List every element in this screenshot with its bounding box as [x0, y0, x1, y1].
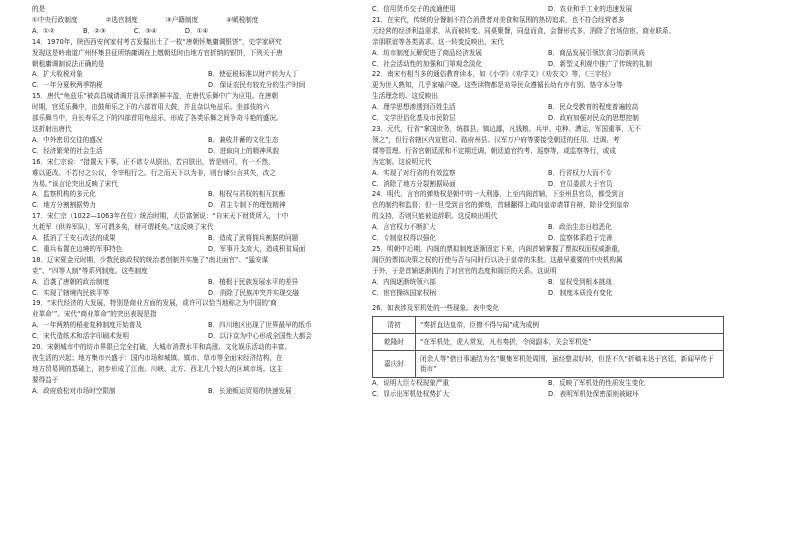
answer-options — [32, 277, 384, 288]
question-text-line: 16．宋仁宗说：“措置天下事，正不欲专从朕出，若自朕出，皆是则可，有一不然， — [32, 157, 275, 166]
answer-option: C．文学世俗化基及市民阶层 — [372, 114, 456, 123]
answer-option: D．保证农民有较充分的生产时间 — [208, 81, 306, 90]
answer-options — [372, 113, 724, 124]
answer-options — [32, 200, 384, 211]
answer-options — [32, 233, 384, 244]
answer-option: B．相权与君权的相互抗衡 — [208, 190, 286, 199]
question-text-line: 26．如表涉及军机处的一些现象。表中变化 — [372, 304, 500, 313]
question-text-line: 课等管理。行省官朝廷派和不定期迁调，朝廷道官约考、巡察等，或监察等行，或成 — [372, 146, 616, 155]
answer-option: A．说明大臣专权现象严重 — [372, 379, 450, 388]
answer-option: A．内阁逐渐统领六部 — [372, 277, 436, 286]
answer-options — [372, 179, 724, 190]
answer-option: C．③④ — [133, 26, 157, 35]
question-text-line: 的支持，否则只能被迫辞职。这反映出明代 — [372, 212, 498, 221]
answer-option: A．实现了对行省的有效监察 — [372, 168, 456, 177]
answer-options — [372, 48, 724, 59]
table-content-cell: “在军机处，虎人常发，凡有奏折，令阅副本，关会军机处” — [416, 334, 724, 351]
answer-options — [372, 389, 724, 400]
table-content-cell: 闭余人等“借目事通结为名”聚集军机处周围，虽经整肃好转，但是不久“折稿未达于宫廷，新闻早传于街市” — [416, 351, 724, 378]
table-row — [373, 334, 724, 351]
answer-option: ②选官制度 — [105, 15, 138, 24]
table-row — [373, 317, 724, 334]
answer-options — [372, 222, 724, 233]
table-period-cell: 清初 — [373, 317, 416, 334]
question-text-line: 23．元代，行省“掌国庶务，统郡县，镇边鄙，凡钱粮、兵甲、屯种、漕运，军国重事，无不 — [372, 124, 641, 133]
question-text-line: 25．明朝中后期，内阁的票拟制度逐渐固定下来，内阁首辅掌握了票拟权而权威渐重， — [372, 244, 625, 253]
answer-options — [32, 189, 384, 200]
answer-options — [32, 288, 384, 299]
question-text-line: 阁臣的票拟决策之权的行使与否与同时行以决于皇帝的朱批。这最早重要的中央机构属 — [372, 255, 623, 264]
question-text-line: 业革命’”。宋代“商业革命”的突出表现是指 — [32, 310, 157, 319]
answer-option: B．四川地区出现了世界最早的纸币 — [208, 321, 312, 330]
answer-options — [372, 4, 724, 15]
question-text-line: 夜生活的兴起；地方集市兴盛于：国内市场和城镇、镇市、草市等全面宋经济结构，在 — [32, 354, 283, 362]
question-text-line: 20．宋朝城市中的坊市界限已完全打破，大城市消费水平和高涨、文化娱乐活动的丰富、 — [32, 343, 291, 352]
table-period-cell: 嘉庆时 — [373, 351, 416, 378]
answer-option: B．②③ — [82, 26, 106, 35]
question-text-line: 19．“宋代经济的大发展，特别是商业方面的发展，或许可以恰当地称之为中国的‘商 — [32, 299, 277, 308]
table-period-cell: 乾隆时 — [373, 334, 416, 351]
question-text-line: 朝租庸调制说法正确的是 — [32, 59, 105, 68]
answer-option: C．地方分割割据势力 — [32, 201, 96, 210]
answer-option: D．进取向上的精神风貌 — [208, 146, 280, 155]
answer-option: A．中外密切交往的盛况 — [32, 135, 103, 144]
question-text-line: 元经营的经济利益需求，从而被转变。同桌聚餐，同盘而食，会餐形式多，消除了官场信宦、商业联系、 — [372, 26, 676, 35]
right-column — [372, 4, 724, 400]
question-text-line: 15．唐代“龟兹乐”被高昌城请调并且乐律新鲜丰盈，在唐代乐舞中广为应用。在唐朝 — [32, 92, 279, 101]
question-text-line: 22．南宋有相当多的通俗教育读本，如《小学》《劝学文》《劝农文》等，《三字经》 — [372, 70, 615, 79]
answer-options — [32, 135, 384, 146]
answer-option: D．君主专制下的理性精神 — [208, 201, 286, 210]
answer-option: D．①④ — [184, 26, 209, 35]
question-text-line: 17．宋仁宗（1022—1063年在位）统治时期，大臣富弼说：“自宋天下财货所入，十中 — [32, 212, 289, 221]
answer-options — [372, 102, 724, 113]
answer-option: ④赋税制度 — [226, 15, 259, 24]
answer-option: C．信用货币交子的流通使用 — [372, 5, 456, 13]
answer-option: D．监察体系趋于完善 — [548, 234, 613, 243]
answer-option: ③户籍制度 — [165, 15, 199, 24]
answer-option: C．宋代造纸术和活字印刷术发明 — [32, 332, 129, 341]
answer-option: B．行省权力大而不专 — [548, 168, 612, 177]
answer-option: C．经济繁荣的社会生活 — [32, 146, 103, 155]
answer-option: ①中央行政制度 — [32, 15, 78, 24]
answer-option: D．消除了民族冲突并实现交融 — [208, 288, 299, 297]
question-text-line: 部乐舞当中，自长寿乐之下的四部首用龟兹乐，形成了各类乐舞之间争奇斗艳的盛况。 — [32, 114, 283, 123]
answer-option: A．一年两熟的稻麦复种制度开始普及 — [32, 321, 143, 330]
question-text-line: 的是 — [32, 5, 46, 13]
question-text-line: 亲朋联谊等各类需求。这一转变反映出，宋代 — [372, 37, 504, 46]
answer-option: D．制度本质没有变化 — [548, 288, 613, 297]
answer-options — [372, 288, 724, 299]
question-text-line: 于外，于是首辅逐渐拥有了对宫官的态度和阁臣的关系。这说明 — [372, 266, 557, 275]
military-office-table — [372, 316, 724, 378]
answer-option: A．政府放松对市场时空限制 — [32, 386, 116, 395]
answer-options — [372, 277, 724, 288]
question-text-line: 发现这是岭南道广州怀集县征所纳庸调在上缴朝廷时由地方官折纳的银饼，下列关于唐 — [32, 48, 283, 57]
answer-option: B．反映了军机处的性质发生变化 — [548, 379, 645, 388]
left-column — [32, 4, 384, 397]
question-text-line: 24．明代，言官的弹劾权是朝中的一大利器，上至内阁首辅，下至州县官员，都受到言 — [372, 190, 625, 199]
question-text-line: 生活理念的。这反映出 — [372, 92, 438, 101]
answer-option: B．兼收并蓄的文化生态 — [208, 135, 279, 144]
answer-option: D．政府加强对民众的思想控制 — [548, 114, 639, 123]
answer-options — [372, 233, 724, 244]
answer-options — [32, 80, 384, 91]
question-text-line: 为易。”该言论突出反映了宋代 — [32, 179, 118, 188]
answer-option: D．以汴京为中心形成全国性大都会 — [208, 332, 312, 341]
answer-options — [32, 320, 384, 331]
question-text-line: 难以更改。不若付之公议，令宰相行之。行之而天下以为非，则台谏公言其失，改之 — [32, 168, 276, 177]
question-text-line: 九耗军（供养军队），军可谓多矣，财可谓耗矣。”这反映了宋代 — [32, 223, 214, 232]
answer-options — [372, 59, 724, 70]
question-text-line: 18．辽宋夏金元时期，少数民族政权的统治者创制并实施了“南北面官”、“猛安谋 — [32, 255, 269, 264]
answer-option: C．宦官操纵国家权柄 — [372, 288, 436, 297]
question-text-line: 时期，宫廷乐舞中，由鼓师乐之下的六部首用大鼓，并且杂以龟兹乐。坐部伎的六 — [32, 103, 270, 112]
answer-option: D．农业和手工业的迅速发展 — [548, 5, 633, 13]
answer-option: D．表明军机处保密原则被破坏 — [548, 390, 639, 399]
answer-options — [32, 146, 384, 157]
answer-option: B．商品发展引领饮食习俗新风尚 — [548, 48, 645, 57]
question-text-line: 要得益于 — [32, 375, 59, 384]
question-text-line: 领之”，但行省辖区内宣慰司、路府州县、汉军万户府等要接受朝廷的任用、迁调、考 — [372, 135, 620, 144]
answer-option: B．民众受教育的程度普遍较高 — [548, 103, 639, 112]
answer-option: A．监察机构的多元化 — [32, 190, 96, 199]
answer-option: B．造成了武将拥兵割据的问题 — [208, 234, 299, 243]
answer-option: B．使征税标准以财产转为人丁 — [208, 70, 299, 79]
question-text-line: 官的制约和监督；但一旦受到言官的弹劾，首辅翻得上疏向皇帝请罪自辩，除非受到皇帝 — [372, 201, 630, 210]
answer-option: A．①② — [32, 26, 55, 35]
answer-option: A．言官权力不断扩大 — [372, 223, 436, 232]
answer-options — [372, 168, 724, 179]
answer-option: B．植根于民族发展水平的差异 — [208, 277, 299, 286]
answer-options — [32, 69, 384, 80]
answer-options — [32, 26, 384, 37]
answer-option: C．社会活动性的加强和门第观念淡化 — [372, 59, 483, 68]
answer-option: A．坊市制度瓦解促进了商品经济发展 — [372, 48, 483, 57]
answer-option: B．长途贩运贸易的快速发展 — [208, 386, 292, 395]
answer-option: C．一年分夏秋两季纳税 — [32, 81, 103, 90]
answer-option: C．消除了地方分裂割据局面 — [372, 179, 456, 188]
answer-option: A．理学思想渗透到百姓生活 — [372, 103, 456, 112]
question-text-line: 为定制。这说明元代 — [372, 157, 432, 166]
question-text-line: 14．1970年，陕西西安何家村考古发掘出土了一枚“唐朝怀集庸调银饼”，史学家研究 — [32, 37, 282, 46]
table-content-cell: “奏折直达皇帝，臣僚不得与闻”成为成例 — [416, 317, 724, 334]
question-text-line: 克”、“四等人制”等系列制度。这些制度 — [32, 266, 148, 275]
answer-option: B．政治生态日趋恶化 — [548, 223, 612, 232]
question-text-line: 地方贸易网的基础上，初步形成了江南、川峡、北方、西北几个较大的区域市场。这主 — [32, 364, 283, 373]
answer-option: D．军事开支庞大，造成积贫局面 — [208, 244, 306, 253]
answer-option: B．皇权受到根本挑战 — [548, 277, 612, 286]
answer-option: C．专制皇权得以强化 — [372, 234, 436, 243]
answer-options — [32, 244, 384, 255]
answer-option: D．官员委派大于官员 — [548, 179, 613, 188]
question-text-line: 这折射出唐代 — [32, 124, 72, 133]
answer-option: C．重兵布置在边境的军事特色 — [32, 244, 123, 253]
answer-options — [372, 378, 724, 389]
answer-option: C．实现了辖境内民族平等 — [32, 288, 110, 297]
answer-option: A．扩大收税对象 — [32, 70, 83, 79]
answer-option: D．新型义利观中推广了传统的礼制 — [548, 59, 652, 68]
answer-options — [32, 15, 384, 26]
table-row — [373, 351, 724, 378]
answer-options — [32, 386, 384, 397]
answer-option: A．沿袭了唐朝的政治制度 — [32, 277, 110, 286]
answer-option: C．显示出军机处权势扩大 — [372, 390, 450, 399]
answer-options — [32, 331, 384, 342]
answer-option: A．抵消了王安石改法的成果 — [32, 234, 116, 243]
question-text-line: 21．在宋代，传统的分餐制不符合消费者对美食和氛围的热切追求，也不符合经营者多 — [372, 15, 625, 24]
question-text-line: 更为世人熟知，几乎家喻户晓。这些读物都是劝导民众遵循长幼有序有别、恪守本分等 — [372, 81, 623, 90]
